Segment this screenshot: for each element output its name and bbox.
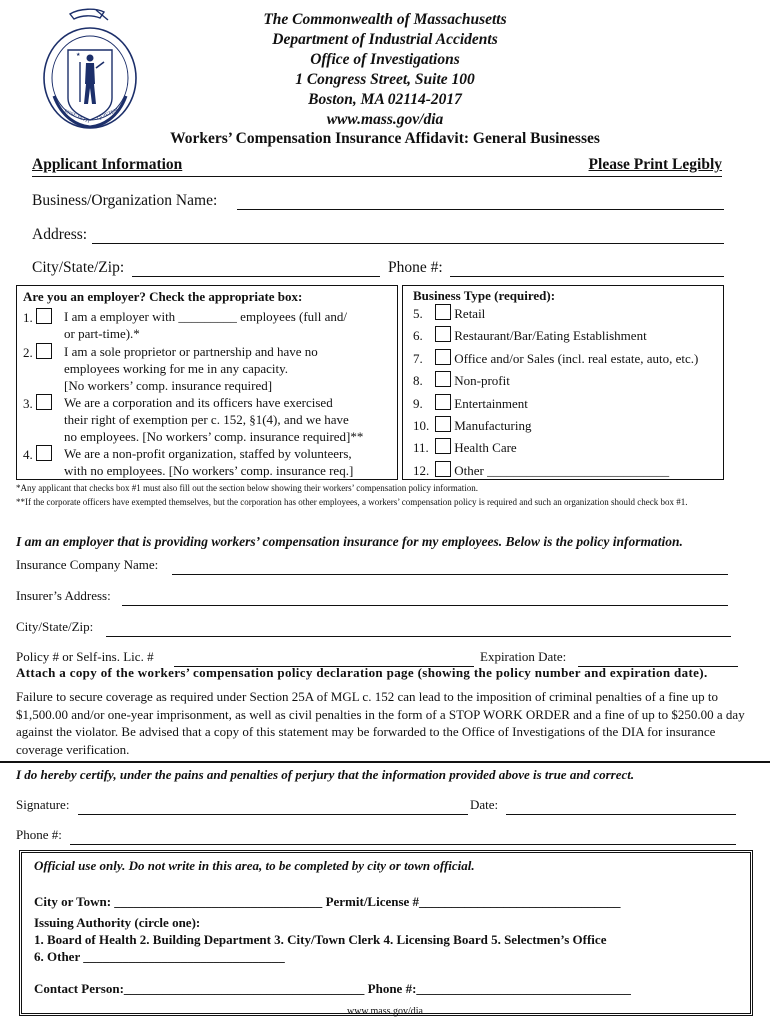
form-title: Workers’ Compensation Insurance Affidavit: General Businesses [170,130,600,147]
phone-field[interactable] [450,259,724,277]
attach-notice: Attach a copy of the workers’ compensation policy declaration page (showing the policy number and expiration date). [16,665,708,680]
phone-label: Phone #: [388,259,443,276]
svg-text:QUIETEM: QUIETEM [96,108,120,122]
option-number: 5. [413,306,423,321]
address-field[interactable] [92,226,724,244]
checkbox[interactable] [435,371,451,387]
applicant-section-header [32,156,722,177]
official-heading: Official use only. Do not write in this area, to be completed by city or town official. [34,858,475,873]
divider [0,761,770,763]
option-text: Manufacturing [454,417,532,433]
insurer-address-label: Insurer’s Address: [16,588,111,603]
applicant-section-label: Applicant Information [32,156,183,173]
option-number: 11. [413,440,429,456]
business-type-option-6 [413,326,718,348]
official-use-box [19,850,753,1016]
city-state-zip-field[interactable] [132,259,380,277]
expiration-label: Expiration Date: [480,649,567,664]
header-url: www.mass.gov/dia [326,111,444,128]
date-field[interactable] [506,797,736,815]
business-type-option-7 [413,349,718,371]
business-type-option-10 [413,416,718,438]
address-row [32,226,732,246]
option-text: Retail [454,306,486,321]
insurer-city-label: City/State/Zip: [16,619,94,634]
checkbox[interactable] [36,343,52,359]
option-text: [No workers’ comp. insurance required] [64,378,273,393]
footer-url: www.mass.gov/dia [346,1006,423,1017]
certify-statement: I do hereby certify, under the pains and penalties of perjury that the information provided above is true and correct. [16,767,635,782]
cert-phone-field[interactable] [70,827,736,845]
insurer-address-row [16,588,736,604]
option-text: Restaurant/Bar/Eating Establishment [454,328,647,344]
business-type-option-5 [413,304,718,326]
checkbox[interactable] [36,445,52,461]
policy-number-label: Policy # or Self-ins. Lic. # [16,649,154,664]
option-number: 1. [23,310,33,325]
print-legibly-label: Please Print Legibly [588,156,722,173]
cert-phone-label: Phone #: [16,827,62,842]
option-text: I am a sole proprietor or partnership and have no [64,344,318,359]
option-text: I am a employer with _________ employees (full and/ [64,309,348,324]
signature-row [16,797,741,813]
employer-question: Are you an employer? Check the appropriate box: [23,289,303,304]
checkbox[interactable] [435,416,451,432]
svg-text:ENSE·PETIT: ENSE·PETIT [63,109,91,126]
issuing-authority-label: Issuing Authority (circle one): [34,915,201,930]
policy-row [16,649,741,665]
business-type-option-8 [413,371,718,393]
contact-row [34,980,631,997]
address-label: Address: [32,226,88,243]
option-text: or part-time).* [64,326,140,341]
permit-license-field[interactable]: Permit/License #_______________________________ [325,894,621,909]
business-name-field[interactable] [237,192,724,210]
date-label: Date: [470,797,499,812]
city-state-zip-row [32,259,732,279]
svg-text:★: ★ [76,53,81,58]
signature-label: Signature: [16,797,70,812]
option-text: We are a non-profit organization, staffed by volunteers, [64,446,352,461]
other-authority-field[interactable]: 6. Other _______________________________ [34,949,285,964]
checkbox[interactable] [435,304,451,320]
city-state-zip-label: City/State/Zip: [32,259,125,276]
business-type-option-11 [413,438,718,460]
option-number: 10. [413,417,430,433]
header-line: The Commonwealth of Massachusetts [263,11,507,28]
employer-question-box [16,285,398,480]
issuing-authority-options[interactable]: 1. Board of Health 2. Building Department 3. City/Town Clerk 4. Licensing Board 5. Selectmen’s Office [34,932,607,947]
contact-person-field[interactable]: Contact Person:_____________________________________ [34,981,365,996]
checkbox[interactable] [435,349,451,365]
header-line: Department of Industrial Accidents [272,31,498,48]
checkbox[interactable] [435,461,451,477]
business-type-list [413,304,718,483]
policy-heading: I am an employer that is providing workers’ compensation insurance for my employees. Below is the policy information. [16,534,683,549]
option-text: with no employees. [No workers’ comp. insurance req.] [64,463,354,478]
checkbox[interactable] [435,394,451,410]
option-number: 6. [413,328,423,344]
employer-option-2 [23,343,318,393]
option-number: 4. [23,447,33,462]
option-number: 7. [413,350,423,366]
option-number: 8. [413,373,423,389]
option-text: We are a corporation and its officers have exercised [64,395,333,410]
option-text: Non-profit [454,373,510,389]
option-text: Office and/or Sales (incl. real estate, auto, etc.) [454,350,699,366]
option-text: employees working for me in any capacity. [64,361,289,376]
option-number: 2. [23,345,33,360]
option-text: Other ____________________________ [454,462,670,478]
business-name-label: Business/Organization Name: [32,192,218,209]
option-number: 12. [413,462,430,478]
cert-phone-row [16,827,741,843]
city-permit-row [34,893,621,910]
option-text: Health Care [454,440,517,456]
business-type-option-12 [413,461,718,483]
employer-option-1 [23,308,348,341]
business-name-row [32,192,732,212]
checkbox[interactable] [36,308,52,324]
checkbox[interactable] [435,438,451,454]
option-number: 9. [413,395,423,411]
insurance-company-row [16,557,736,573]
business-type-title: Business Type (required): [413,288,556,303]
footnote-1: *Any applicant that checks box #1 must also fill out the section below showing their workers’ compensation policy information. [16,483,478,493]
checkbox[interactable] [36,394,52,410]
option-text: Entertainment [454,395,528,411]
contact-phone-field[interactable]: Phone #:_________________________________ [367,981,631,996]
agency-header [0,10,770,130]
header-line: 1 Congress Street, Suite 100 [295,71,475,88]
header-line: Office of Investigations [310,51,460,68]
header-line: Boston, MA 02114-2017 [308,91,462,108]
checkbox[interactable] [435,326,451,342]
option-text: their right of exemption per c. 152, §1(4), and we have [64,412,349,427]
insurance-company-label: Insurance Company Name: [16,557,159,572]
insurer-city-row [16,619,736,635]
insurer-address-field[interactable] [122,588,728,606]
signature-field[interactable] [78,797,468,815]
employer-option-3 [23,394,364,444]
employer-option-4 [23,445,354,478]
footnote-2: **If the corporate officers have exempted themselves, but the corporation has other employees, a workers’ compensation policy is required and such an organization should check box #1. [16,497,688,507]
city-town-field[interactable]: City or Town: ________________________________ [34,894,323,909]
business-type-option-9 [413,394,718,416]
option-number: 3. [23,396,33,411]
insurance-company-field[interactable] [172,557,728,575]
business-type-box [402,285,724,480]
option-text: no employees. [No workers’ comp. insurance required]** [64,429,364,444]
penalty-warning: Failure to secure coverage as required under Section 25A of MGL c. 152 can lead to the imposition of criminal penalties of a fine up to $1,500.00 and/or one-year imprisonment, as well as civil penalties in the form of a STOP WORK ORDER and a fine of up to $250.00 a day against the violator. Be advised that a copy of this statement may be forwarded to the Office of Investigations of the DIA for insurance coverage verification. [16,689,745,757]
insurer-city-field[interactable] [106,619,731,637]
